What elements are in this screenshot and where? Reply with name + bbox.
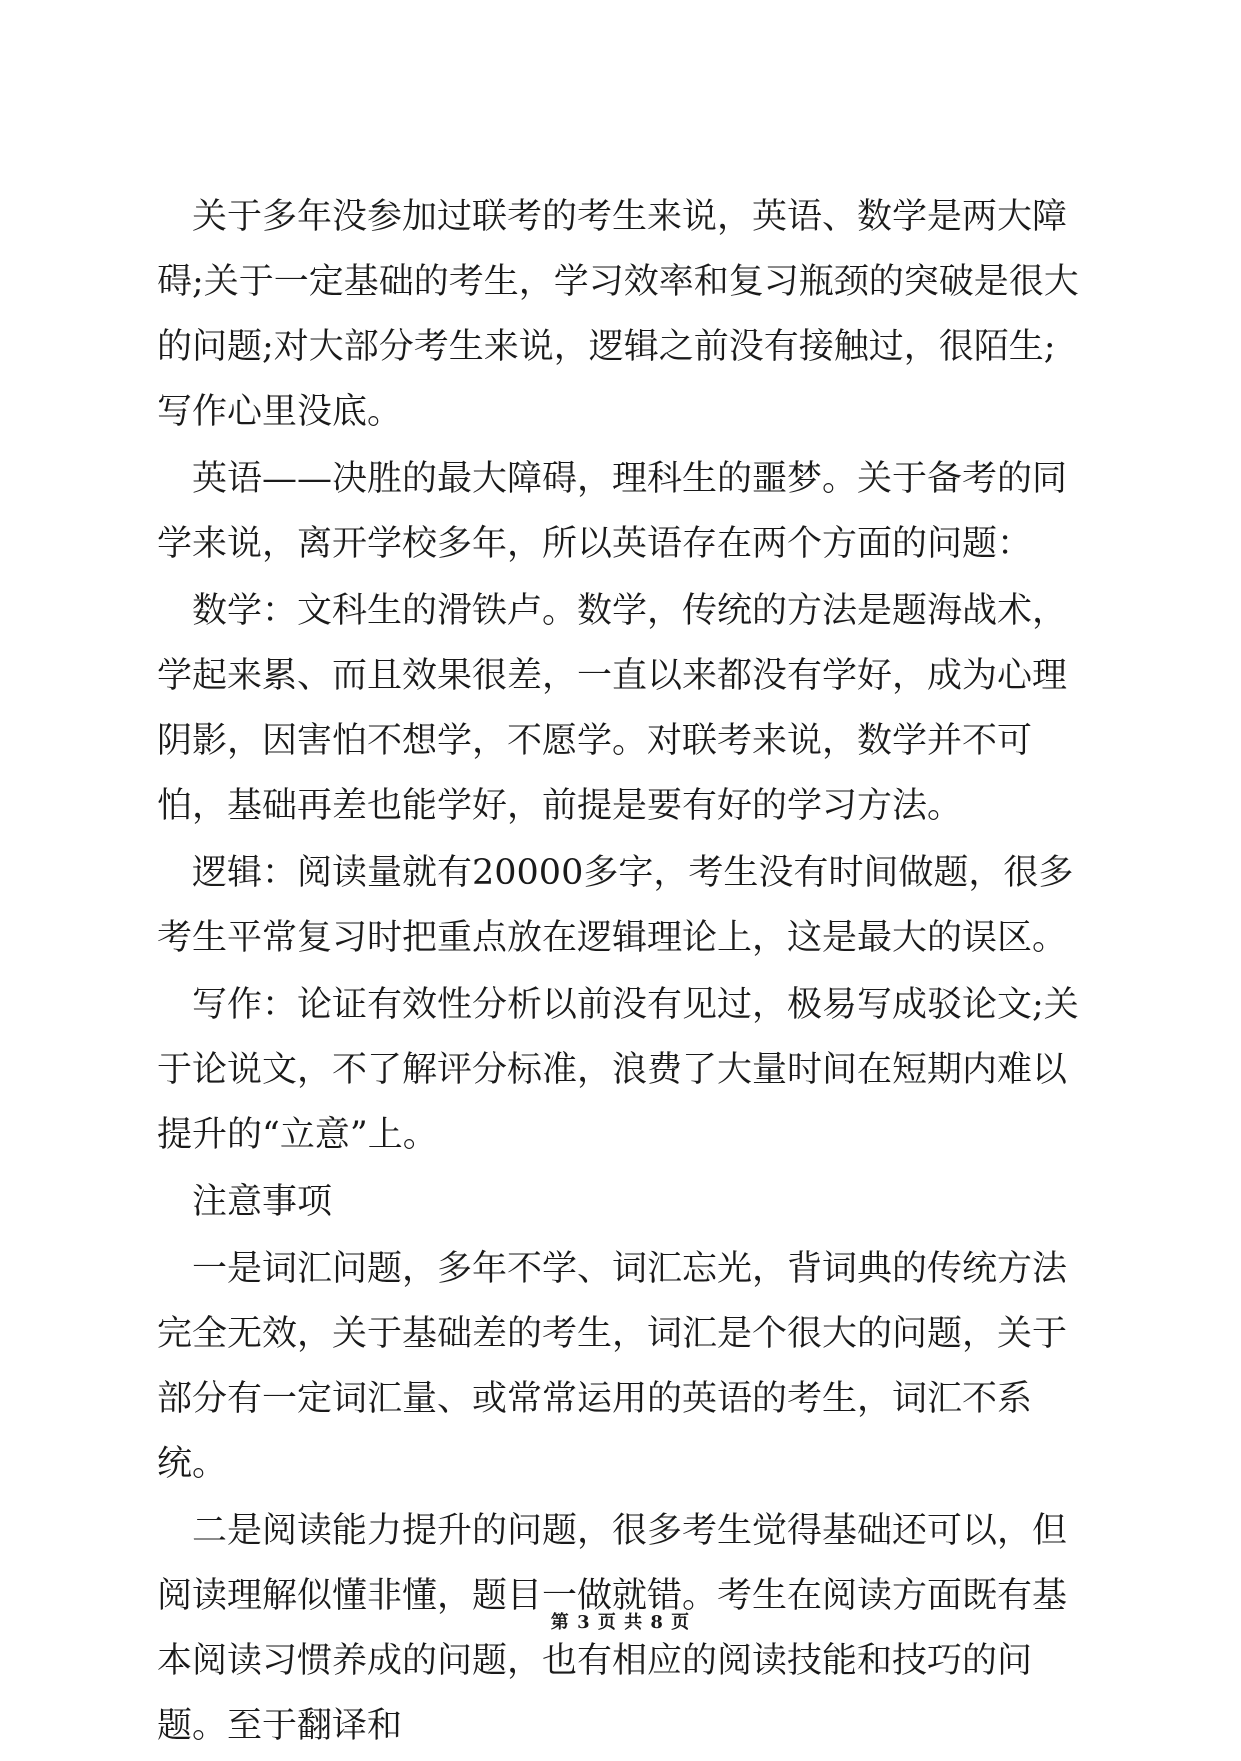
paragraph-logic: 逻辑：阅读量就有20000多字，考生没有时间做题，很多考生平常复习时把重点放在逻辑理论上，这是最大的误区。 bbox=[157, 853, 1074, 958]
page-number-footer: 第 3 页 共 8 页 bbox=[550, 1612, 691, 1633]
section-heading-notes: 注意事项 bbox=[192, 1182, 333, 1222]
paragraph-vocabulary: 一是词汇问题，多年不学、词汇忘光，背词典的传统方法完全无效，关于基础差的考生，词汇是个很大的问题，关于部分有一定词汇量、或常常运用的英语的考生，词汇不系统。 bbox=[157, 1249, 1068, 1484]
paragraph-reading: 二是阅读能力提升的问题，很多考生觉得基础还可以，但阅读理解似懂非懂，题目一做就错。考生在阅读方面既有基本阅读习惯养成的问题，也有相应的阅读技能和技巧的问题。至于翻译和 bbox=[157, 1511, 1068, 1746]
paragraph-intro: 关于多年没参加过联考的考生来说，英语、数学是两大障碍;关于一定基础的考生，学习效率和复习瓶颈的突破是很大的问题;对大部分考生来说，逻辑之前没有接触过，很陌生;写作心里没底。 bbox=[157, 197, 1079, 432]
paragraph-writing: 写作：论证有效性分析以前没有见过，极易写成驳论文;关于论说文，不了解评分标准，浪费了大量时间在短期内难以提升的“立意”上。 bbox=[157, 985, 1079, 1155]
paragraph-math: 数学：文科生的滑铁卢。数学，传统的方法是题海战术，学起来累、而且效果很差，一直以来都没有学好，成为心理阴影，因害怕不想学，不愿学。对联考来说，数学并不可怕，基础再差也能学好，前提是要有好的学习方法。 bbox=[157, 591, 1068, 826]
document-body bbox=[157, 185, 1087, 1761]
paragraph-english: 英语——决胜的最大障碍，理科生的噩梦。关于备考的同学来说，离开学校多年，所以英语存在两个方面的问题： bbox=[157, 459, 1068, 564]
